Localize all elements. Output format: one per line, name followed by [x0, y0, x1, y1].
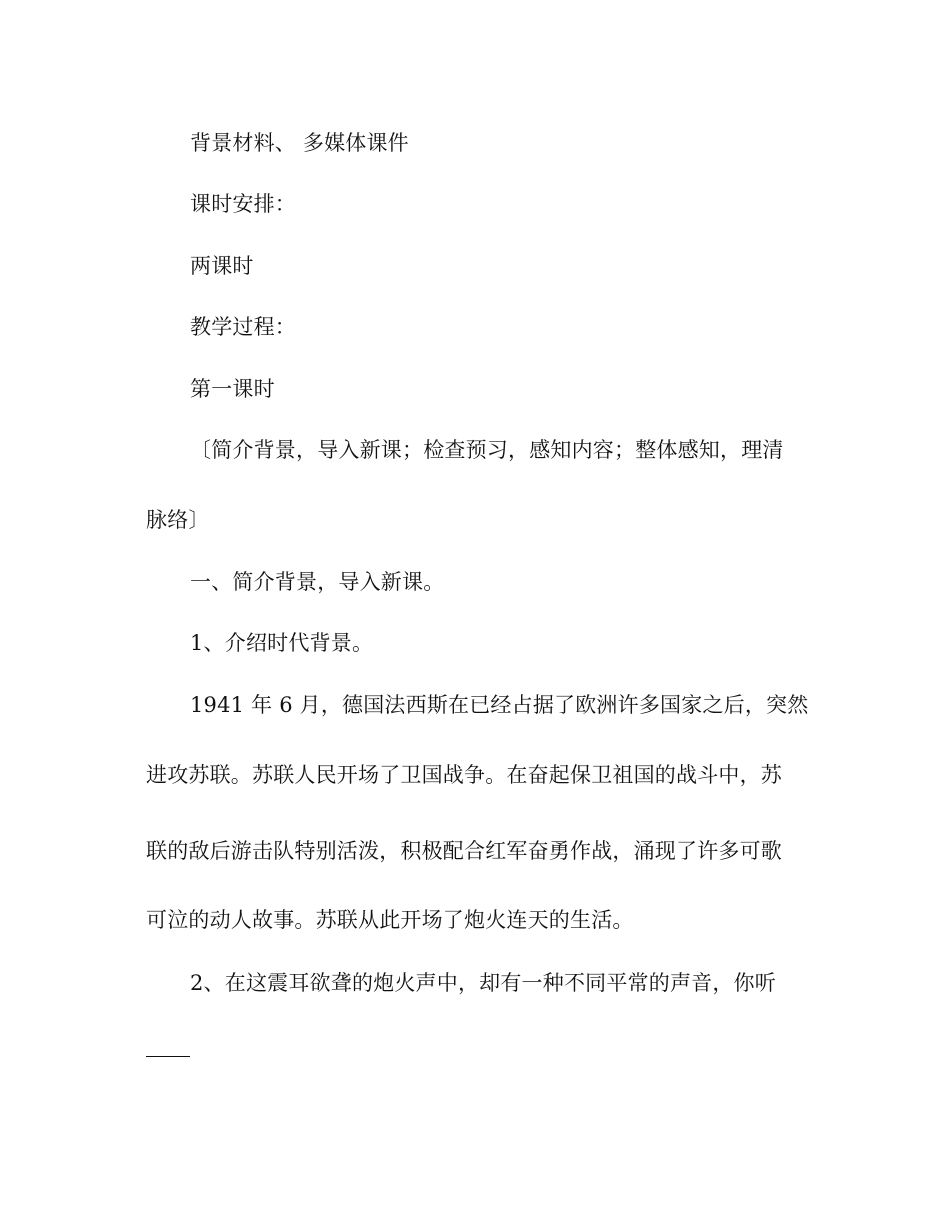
paragraph-line-4: 可泣的动人故事。苏联从此开场了炮火连天的生活。 [146, 908, 634, 932]
item-two-line: 2、在这震耳欲聋的炮火声中，却有一种不同平常的声音，你听 [190, 971, 776, 995]
lesson-summary-line-1: 〔简介背景，导入新课；检查预习，感知内容；整体感知，理清 [190, 438, 784, 462]
paragraph-line-3: 联的敌后游击队特别活泼，积极配合红军奋勇作战，涌现了许多可歌 [146, 839, 782, 863]
lesson-summary-line-2: 脉络〕 [146, 508, 210, 532]
process-heading: 教学过程： [190, 315, 296, 339]
materials-line: 背景材料、 多媒体课件 [190, 131, 409, 155]
item-one-heading: 1、介绍时代背景。 [190, 631, 374, 655]
paragraph-line-2: 进攻苏联。苏联人民开场了卫国战争。在奋起保卫祖国的战斗中，苏 [146, 763, 782, 787]
section-one-heading: 一、简介背景，导入新课。 [190, 570, 445, 594]
first-lesson-heading: 第一课时 [190, 377, 275, 401]
schedule-value: 两课时 [190, 254, 254, 278]
answer-blank-rule [146, 1056, 190, 1057]
schedule-heading: 课时安排： [190, 192, 296, 216]
paragraph-line-1: 1941 年 6 月，德国法西斯在已经占据了欧洲许多国家之后，突然 [190, 693, 809, 717]
